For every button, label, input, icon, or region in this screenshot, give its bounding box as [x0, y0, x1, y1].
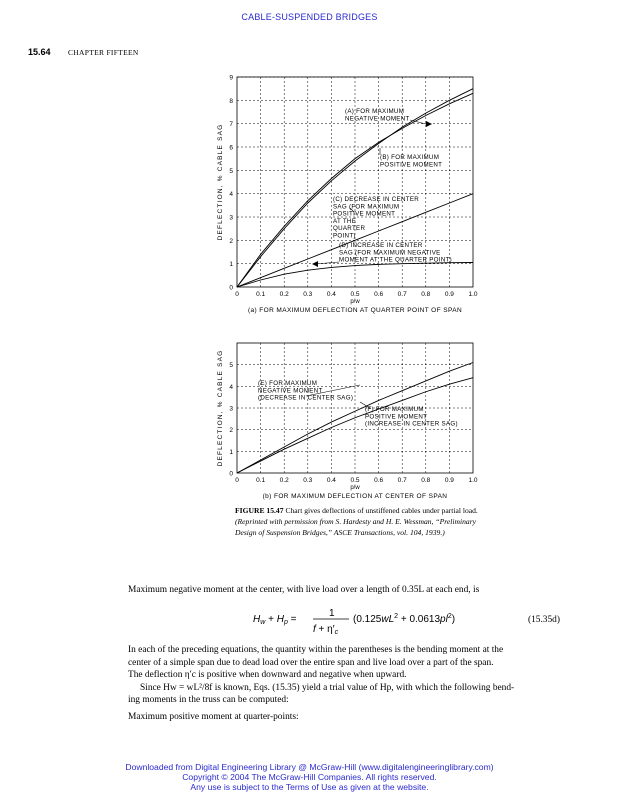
- y-tick-label: 2: [229, 427, 233, 435]
- x-axis-label: p/w: [350, 485, 360, 491]
- y-tick-label: 5: [229, 362, 233, 370]
- footer: [0, 763, 619, 792]
- x-tick-label: 0.4: [326, 477, 336, 484]
- y-tick-label: 5: [229, 167, 233, 175]
- page-number: 15.64: [28, 47, 51, 57]
- x-tick-label: 0.9: [444, 477, 454, 484]
- x-tick-label: 0.5: [350, 291, 360, 298]
- running-header: CABLE-SUSPENDED BRIDGES: [241, 12, 378, 22]
- svg-text:f + η′c: $f + \eta'_c$: [313, 624, 339, 636]
- annotation-label: (B) FOR MAXIMUM: [380, 154, 440, 161]
- x-tick-label: 0: [235, 291, 239, 298]
- annotation-label: (E) FOR MAXIMUM: [258, 380, 318, 387]
- x-tick-label: 0.4: [326, 291, 336, 298]
- footer-line-copyright: Copyright © 2004 The McGraw-Hill Companies. All rights reserved.: [182, 771, 437, 782]
- svg-text:1: 1: [329, 608, 335, 619]
- annotation-label: NEGATIVE MOMENT: [345, 115, 410, 123]
- annotation-label: (A) FOR MAXIMUM: [345, 108, 405, 115]
- annotation-label: POSITIVE MOMENT: [380, 161, 443, 169]
- x-tick-label: 0.7: [397, 291, 407, 298]
- annotation-arrowhead: [426, 121, 432, 127]
- y-axis-label: DEFLECTION, % CABLE SAG: [217, 349, 224, 467]
- x-tick-label: 0.6: [374, 477, 384, 484]
- caption-label: FIGURE 15.47: [235, 506, 284, 515]
- caption-credit: (Reprinted with permission from S. Hardesty and H. E. Wessman, “Preliminary Design of Suspension Bridges,” ASCE Transactions, vol. 104, 1939.): [235, 517, 477, 537]
- y-tick-label: 0: [229, 470, 233, 478]
- x-axis-label: p/w: [350, 299, 360, 305]
- y-tick-label: 6: [229, 144, 233, 152]
- annotation-label: (INCREASE IN CENTER SAG): [365, 420, 458, 428]
- y-tick-label: 4: [229, 191, 233, 199]
- text-line: ing moments in the truss can be computed:: [128, 695, 289, 705]
- paragraph-explanation: [128, 644, 560, 707]
- x-tick-label: 1.0: [468, 291, 478, 298]
- chart-b: [217, 343, 478, 500]
- y-tick-label: 2: [229, 237, 233, 245]
- x-tick-label: 0.3: [303, 477, 313, 484]
- equation-15-35d: [128, 605, 560, 637]
- x-tick-label: 0.8: [421, 477, 431, 484]
- eq-lhs: $H_w + H_p$ =: [253, 614, 297, 626]
- annotation-label: (D) INCREASE IN CENTER: [339, 242, 423, 249]
- annotation-label: SAG (FOR MAXIMUM NEGATIVE: [339, 249, 441, 257]
- x-tick-label: 1.0: [468, 477, 478, 484]
- annotation-label: SAG (FOR MAXIMUM: [333, 203, 400, 211]
- x-tick-label: 0.6: [374, 291, 384, 298]
- text-line: The deflection η′c is positive when downward and negative when upward.: [128, 670, 407, 680]
- chart-title: (a) FOR MAXIMUM DEFLECTION AT QUARTER POINT OF SPAN: [247, 307, 463, 314]
- chart-title: (b) FOR MAXIMUM DEFLECTION AT CENTER OF SPAN: [262, 493, 448, 500]
- annotation-label: QUARTER: [333, 225, 366, 233]
- text-line: center of a simple span due to dead load over the entire span and live load over a part of the span.: [128, 657, 494, 668]
- annotation-label: NEGATIVE MOMENT: [258, 387, 323, 395]
- y-tick-label: 8: [229, 97, 233, 105]
- annotation-label: (F) FOR MAXIMUM: [365, 406, 424, 413]
- y-tick-label: 0: [229, 284, 233, 292]
- x-tick-label: 0.3: [303, 291, 313, 298]
- y-tick-label: 3: [229, 405, 233, 413]
- y-tick-label: 9: [229, 74, 233, 82]
- x-tick-label: 0: [235, 477, 239, 484]
- x-tick-label: 0.2: [279, 291, 289, 298]
- annotation-arrowhead: [312, 261, 318, 267]
- y-tick-label: 7: [229, 121, 233, 129]
- text-line: In each of the preceding equations, the quantity within the parentheses is the bending moment at the: [128, 645, 504, 655]
- y-tick-label: 3: [229, 214, 233, 222]
- y-tick-label: 4: [229, 383, 233, 391]
- paragraph-quarter-points: Maximum positive moment at quarter-points:: [128, 712, 299, 722]
- x-tick-label: 0.7: [397, 477, 407, 484]
- x-tick-label: 0.1: [256, 291, 266, 298]
- annotation-label: (DECREASE IN CENTER SAG): [258, 394, 354, 402]
- x-tick-label: 0.5: [350, 477, 360, 484]
- equation-formula: [253, 605, 619, 637]
- annotation-leader: [410, 120, 426, 124]
- text-line: Since Hw = wL²/8f is known, Eqs. (15.35) yield a trial value of Hp, with which the following bend-: [140, 682, 515, 693]
- y-tick-label: 1: [229, 261, 233, 269]
- y-axis-label: DEFLECTION, % CABLE SAG: [217, 123, 224, 241]
- annotation-label: AT THE: [333, 217, 357, 225]
- annotation-label: POINT): [333, 232, 356, 240]
- footer-line-download[interactable]: Downloaded from Digital Engineering Library @ McGraw-Hill (www.digitalengineeringlibrary.com): [125, 762, 494, 772]
- annotation-label: POSITIVE MOMENT: [333, 210, 396, 218]
- svg-text:(0.125wL2 + 0.0613pl2): $(0.125wL^2 + 0.0613pl^2)$: [353, 613, 456, 625]
- x-tick-label: 0.8: [421, 291, 431, 298]
- x-tick-label: 0.1: [256, 477, 266, 484]
- paragraph-intro: Maximum negative moment at the center, with live load over a length of 0.35L at each end, is: [128, 585, 480, 595]
- y-tick-label: 1: [229, 448, 233, 456]
- x-tick-label: 0.9: [444, 291, 454, 298]
- chapter-label: CHAPTER FIFTEEN: [68, 48, 139, 57]
- equation-number: (15.35d): [527, 615, 560, 625]
- x-tick-label: 0.2: [279, 477, 289, 484]
- footer-line-terms[interactable]: Any use is subject to the Terms of Use as given at the website.: [190, 781, 429, 792]
- chart-a: [217, 75, 478, 315]
- annotation-label: (C) DECREASE IN CENTER: [333, 196, 420, 203]
- caption-text: Chart gives deflections of unstiffened cables under partial load.: [285, 506, 478, 515]
- figure-caption: [235, 505, 485, 538]
- annotation-label: POSITIVE MOMENT: [365, 413, 428, 421]
- annotation-label: MOMENT AT THE QUARTER POINT): [339, 256, 453, 264]
